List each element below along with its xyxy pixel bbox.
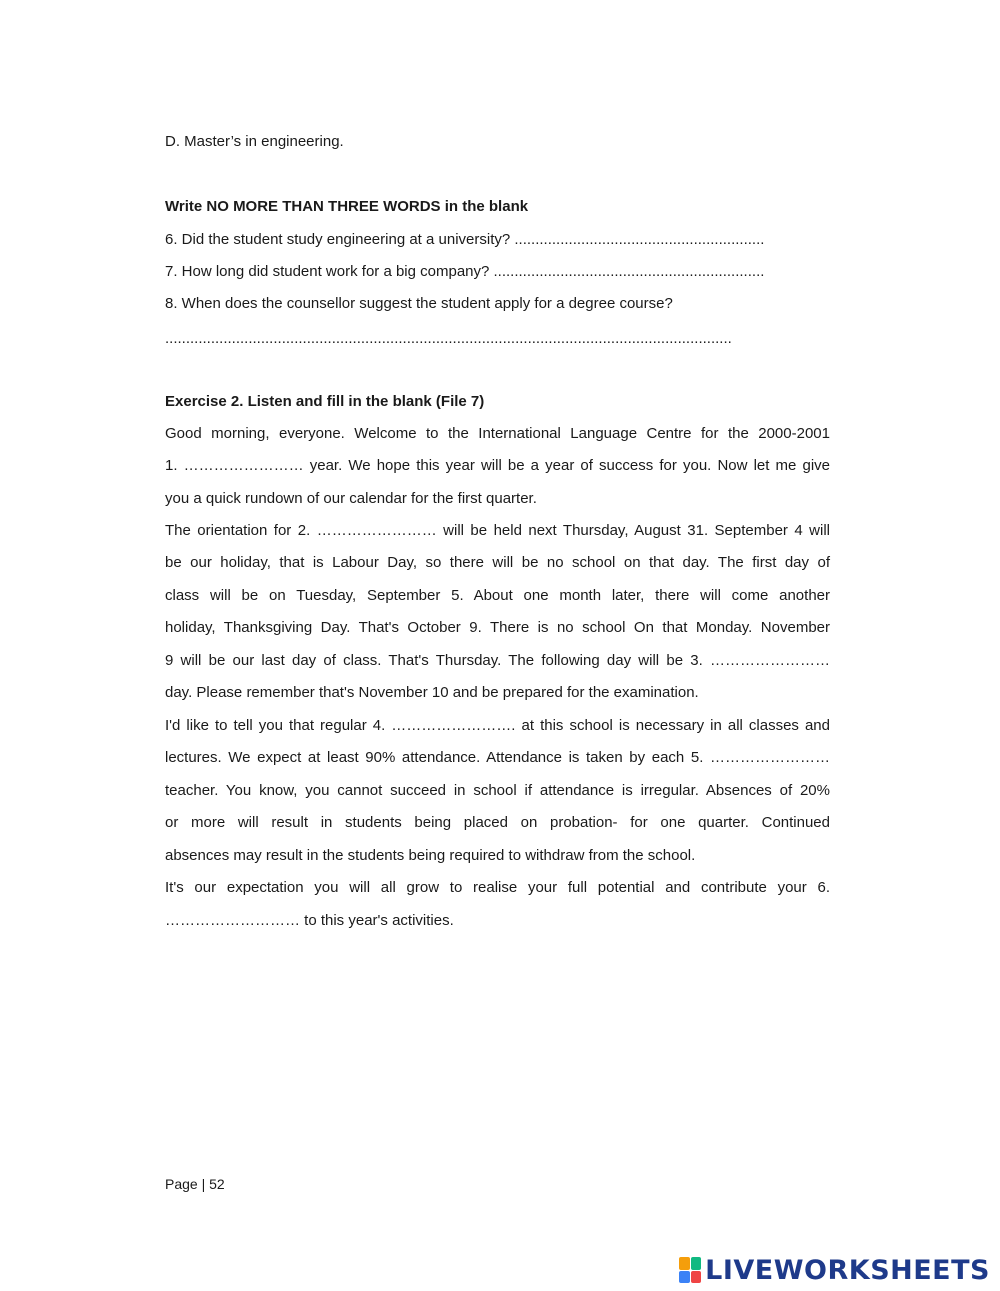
page-number: Page | 52 [165,1176,225,1192]
paragraph-line: lectures. We expect at least 90% attendance. Attendance is taken by each 5. …………………… [165,749,830,766]
brand-block [679,1271,690,1284]
paragraph-line: teacher. You know, you cannot succeed in school if attendance is irregular. Absences of 20% [165,782,830,799]
paragraph-line: I'd like to tell you that regular 4. ……………………. at this school is necessary in all classes and [165,717,830,734]
question-6: 6. Did the student study engineering at a university? ............................................................ [165,231,765,248]
paragraph-line: you a quick rundown of our calendar for the first quarter. [165,490,537,507]
option-d: D. Master’s in engineering. [165,133,344,150]
paragraph-line: Good morning, everyone. Welcome to the International Language Centre for the 2000-2001 [165,425,830,442]
paragraph-line: or more will result in students being placed on probation- for one quarter. Continued [165,814,830,831]
brand-block [691,1257,702,1270]
paragraph-line: ……………………… to this year's activities. [165,912,454,929]
paragraph-line: It's our expectation you will all grow to realise your full potential and contribute your 6. [165,879,830,896]
paragraph-line: absences may result in the students being required to withdraw from the school. [165,847,696,864]
brand-block [679,1257,690,1270]
question-8: 8. When does the counsellor suggest the student apply for a degree course? [165,295,673,312]
liveworksheets-logo [679,1255,990,1285]
paragraph-line: day. Please remember that's November 10 and be prepared for the examination. [165,684,699,701]
paragraph-line: class will be on Tuesday, September 5. About one month later, there will come another [165,587,830,604]
question-7: 7. How long did student work for a big company? ................................................................. [165,263,765,280]
brand-name: LIVEWORKSHEETS [705,1254,990,1286]
paragraph-line: holiday, Thanksgiving Day. That's October 9. There is no school On that Monday. November [165,619,830,636]
paragraph-line: be our holiday, that is Labour Day, so there will be no school on that day. The first day of [165,554,830,571]
brand-blocks-icon [679,1257,701,1283]
paragraph-line: 1. …………………… year. We hope this year will be a year of success for you. Now let me give [165,457,830,474]
brand-block [691,1271,702,1284]
exercise-2-title: Exercise 2. Listen and fill in the blank (File 7) [165,393,485,410]
paragraph-line: 9 will be our last day of class. That's Thursday. The following day will be 3. …………………… [165,652,830,669]
paragraph-line: The orientation for 2. …………………… will be held next Thursday, August 31. September 4 will [165,522,830,539]
answer-line-8: ........................................................................................................................................ [165,330,732,347]
section-instruction: Write NO MORE THAN THREE WORDS in the blank [165,198,529,215]
